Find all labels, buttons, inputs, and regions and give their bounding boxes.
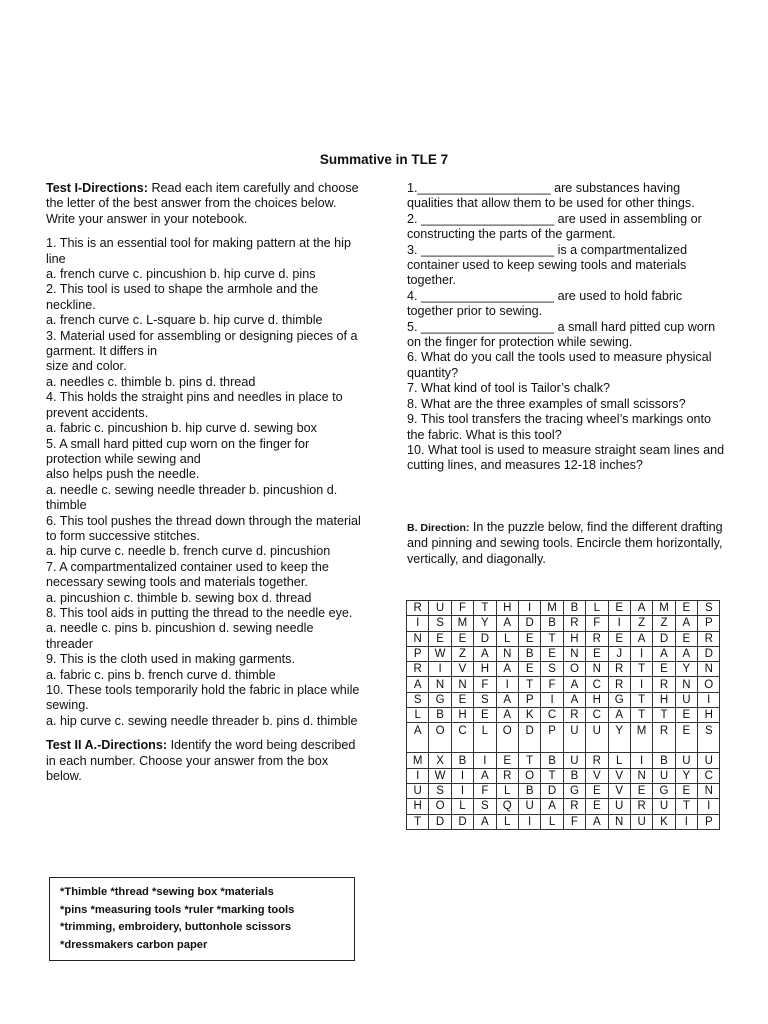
grid-row — [407, 692, 720, 707]
grid-cell: E — [518, 631, 540, 646]
grid-cell: R — [496, 768, 518, 783]
grid-cell: R — [563, 616, 585, 631]
grid-cell: I — [496, 677, 518, 692]
grid-cell: A — [563, 692, 585, 707]
grid-cell: L — [496, 814, 518, 829]
grid-cell: I — [698, 692, 720, 707]
grid-cell: C — [586, 677, 608, 692]
question-line: 3. Material used for assembling or designing pieces of a garment. It differs in — [46, 328, 358, 359]
grid-cell: A — [474, 646, 496, 661]
grid-row — [407, 783, 720, 798]
grid-row — [407, 799, 720, 814]
grid-cell: G — [429, 692, 451, 707]
grid-cell: R — [586, 753, 608, 768]
grid-cell: U — [563, 723, 585, 753]
test2b-directions-text: In the puzzle below, find the different drafting and pinning and sewing tools. Encircle them horizontally, vertically, and diagonally. — [407, 519, 723, 566]
grid-cell: R — [563, 799, 585, 814]
grid-cell: E — [541, 646, 563, 661]
grid-row — [407, 616, 720, 631]
grid-cell: U — [675, 753, 697, 768]
grid-row — [407, 753, 720, 768]
grid-cell: I — [518, 601, 540, 616]
grid-cell: Z — [653, 616, 675, 631]
grid-cell: A — [586, 814, 608, 829]
grid-row — [407, 768, 720, 783]
grid-cell: A — [496, 708, 518, 723]
grid-cell: D — [653, 631, 675, 646]
choice-line: a. french curve c. pincushion b. hip curve d. pins — [46, 267, 316, 282]
grid-cell: B — [451, 753, 473, 768]
grid-cell: P — [518, 692, 540, 707]
grid-cell: A — [474, 814, 496, 829]
grid-cell: A — [541, 799, 563, 814]
question-line: 10. These tools temporarily hold the fabric in place while sewing. — [46, 683, 360, 713]
grid-cell: H — [698, 708, 720, 723]
grid-cell: A — [407, 723, 429, 753]
grid-cell: P — [698, 616, 720, 631]
grid-cell: R — [653, 677, 675, 692]
grid-cell: R — [407, 601, 429, 616]
grid-cell: O — [429, 799, 451, 814]
choice-line: a. hip curve c. sewing needle threader b. pins d. thimble — [46, 713, 358, 728]
grid-cell: E — [675, 723, 697, 753]
grid-cell: T — [407, 814, 429, 829]
answer-choices-box — [49, 877, 355, 961]
grid-cell: R — [608, 662, 630, 677]
grid-cell: H — [586, 692, 608, 707]
grid-cell: A — [407, 677, 429, 692]
identification-item: 2. ___________________ are used in assembling or constructing the parts of the garment. — [407, 211, 702, 242]
grid-cell: T — [541, 768, 563, 783]
grid-cell: L — [496, 631, 518, 646]
identification-item: 5. ___________________ a small hard pitted cup worn on the finger for protection while sewing. — [407, 319, 716, 350]
grid-cell: E — [675, 783, 697, 798]
grid-cell: B — [563, 601, 585, 616]
grid-cell: X — [429, 753, 451, 768]
test2a-items — [407, 181, 725, 474]
grid-row — [407, 723, 720, 753]
grid-cell: N — [698, 662, 720, 677]
grid-cell: I — [698, 799, 720, 814]
grid-cell: R — [630, 799, 652, 814]
grid-cell: G — [608, 692, 630, 707]
grid-cell: B — [653, 753, 675, 768]
grid-cell: E — [608, 601, 630, 616]
grid-cell: U — [518, 799, 540, 814]
grid-row — [407, 708, 720, 723]
grid-cell: E — [675, 601, 697, 616]
identification-item: 1.___________________ are substances having qualities that allow them to be used for other things. — [407, 181, 695, 211]
grid-row — [407, 814, 720, 829]
grid-cell: R — [563, 708, 585, 723]
grid-cell: A — [630, 631, 652, 646]
grid-cell: R — [586, 631, 608, 646]
choice-line: a. needle c. sewing needle threader b. pincushion d. thimble — [46, 482, 338, 513]
grid-cell: D — [541, 783, 563, 798]
grid-cell: N — [608, 814, 630, 829]
grid-cell: L — [474, 723, 496, 753]
grid-row — [407, 601, 720, 616]
box-line: *trimming, embroidery, buttonhole scissors — [60, 921, 292, 933]
grid-cell: U — [653, 799, 675, 814]
right-column — [407, 181, 725, 567]
choice-line: a. hip curve c. needle b. french curve d. pincushion — [46, 544, 331, 559]
grid-cell: I — [630, 753, 652, 768]
grid-cell: D — [429, 814, 451, 829]
grid-cell: H — [563, 631, 585, 646]
grid-cell: E — [586, 783, 608, 798]
grid-cell: U — [698, 753, 720, 768]
identification-item: 3. ___________________ is a compartmentalized container used to keep sewing tools and materials together. — [407, 242, 688, 288]
grid-cell: D — [474, 631, 496, 646]
question-line: size and color. — [46, 359, 127, 374]
grid-cell: I — [451, 783, 473, 798]
identification-item: 10. What tool is used to measure straight seam lines and cutting lines, and measures 12-18 inches? — [407, 442, 725, 473]
question-line: also helps push the needle. — [46, 467, 200, 482]
grid-cell: M — [541, 601, 563, 616]
grid-cell: S — [474, 692, 496, 707]
grid-cell: M — [407, 753, 429, 768]
grid-cell: S — [698, 601, 720, 616]
box-line: *pins *measuring tools *ruler *marking tools — [60, 903, 295, 916]
test2b-directions — [407, 520, 725, 567]
grid-cell: N — [496, 646, 518, 661]
grid-cell: T — [630, 692, 652, 707]
grid-cell: Y — [474, 616, 496, 631]
grid-cell: L — [541, 814, 563, 829]
test1-directions-text: Read each item carefully and choose the letter of the best answer from the choices below. Write your answer in your notebook. — [46, 181, 359, 226]
grid-cell: I — [429, 662, 451, 677]
identification-item: 4. ___________________ are used to hold fabric together prior to sewing. — [407, 288, 683, 319]
grid-cell: C — [451, 723, 473, 753]
grid-cell: C — [698, 768, 720, 783]
grid-cell: U — [653, 768, 675, 783]
grid-cell: A — [608, 708, 630, 723]
test2a-directions — [46, 738, 362, 784]
identification-item: 9. This tool transfers the tracing wheel’s markings onto the fabric. What is this tool? — [407, 412, 712, 442]
grid-cell: W — [429, 646, 451, 661]
grid-cell: B — [518, 783, 540, 798]
grid-cell: E — [653, 662, 675, 677]
grid-cell: H — [474, 662, 496, 677]
choice-line: a. needles c. thimble b. pins d. thread — [46, 374, 256, 389]
grid-cell: K — [518, 708, 540, 723]
test1-heading: Test I-Directions: — [46, 181, 148, 195]
grid-cell: T — [630, 708, 652, 723]
grid-cell: L — [586, 601, 608, 616]
grid-cell: E — [675, 631, 697, 646]
grid-cell: Y — [608, 723, 630, 753]
grid-cell: D — [451, 814, 473, 829]
grid-cell: T — [474, 601, 496, 616]
grid-cell: O — [563, 662, 585, 677]
grid-cell: B — [518, 646, 540, 661]
grid-cell: H — [496, 601, 518, 616]
grid-cell: N — [698, 783, 720, 798]
grid-cell: I — [675, 814, 697, 829]
grid-cell: L — [496, 783, 518, 798]
grid-cell: U — [675, 692, 697, 707]
grid-cell: S — [429, 783, 451, 798]
grid-cell: A — [474, 768, 496, 783]
grid-cell: N — [675, 677, 697, 692]
grid-cell: E — [630, 783, 652, 798]
grid-cell: I — [407, 616, 429, 631]
grid-cell: R — [608, 677, 630, 692]
grid-cell: I — [451, 768, 473, 783]
question-line: 2. This tool is used to shape the armhole and the neckline. — [46, 282, 319, 312]
grid-cell: R — [653, 723, 675, 753]
grid-cell: U — [563, 753, 585, 768]
grid-cell: U — [429, 601, 451, 616]
grid-cell: N — [563, 646, 585, 661]
grid-cell: R — [407, 662, 429, 677]
identification-item: 7. What kind of tool is Tailor’s chalk? — [407, 381, 610, 396]
grid-cell: E — [675, 708, 697, 723]
grid-cell: P — [698, 814, 720, 829]
grid-cell: S — [407, 692, 429, 707]
grid-cell: B — [429, 708, 451, 723]
grid-cell: S — [541, 662, 563, 677]
grid-cell: F — [474, 783, 496, 798]
grid-cell: N — [429, 677, 451, 692]
grid-cell: J — [608, 646, 630, 661]
test2a-directions-text: Identify the word being described in each number. Choose your answer from the box below. — [46, 738, 356, 784]
grid-cell: I — [407, 768, 429, 783]
grid-cell: G — [563, 783, 585, 798]
grid-cell: F — [451, 601, 473, 616]
choice-line: a. needle c. pins b. pincushion d. sewing needle threader — [46, 621, 314, 651]
grid-cell: B — [541, 753, 563, 768]
grid-cell: A — [630, 601, 652, 616]
test2a-heading: Test II A.-Directions: — [46, 738, 168, 753]
grid-cell: F — [586, 616, 608, 631]
left-column — [46, 181, 362, 784]
grid-cell: H — [451, 708, 473, 723]
box-line: *Thimble *thread *sewing box *materials — [60, 886, 274, 898]
grid-cell: A — [675, 646, 697, 661]
grid-cell: Z — [630, 616, 652, 631]
grid-cell: M — [653, 601, 675, 616]
question-line: 7. A compartmentalized container used to keep the necessary sewing tools and materials together. — [46, 559, 329, 590]
page-title: Summative in TLE 7 — [319, 152, 449, 167]
grid-cell: E — [496, 753, 518, 768]
grid-cell: Y — [675, 768, 697, 783]
question-line: 8. This tool aids in putting the thread to the needle eye. — [46, 605, 353, 620]
grid-cell: A — [496, 662, 518, 677]
grid-cell: O — [698, 677, 720, 692]
grid-cell: M — [630, 723, 652, 753]
grid-cell: N — [407, 631, 429, 646]
grid-cell: F — [563, 814, 585, 829]
grid-cell: E — [518, 662, 540, 677]
question-line: 9. This is the cloth used in making garments. — [46, 652, 295, 667]
grid-cell: T — [518, 677, 540, 692]
grid-cell: E — [429, 631, 451, 646]
grid-cell: H — [653, 692, 675, 707]
test2b-heading: B. Direction: — [407, 521, 470, 534]
grid-row — [407, 646, 720, 661]
grid-cell: T — [541, 631, 563, 646]
grid-cell: A — [675, 616, 697, 631]
grid-cell: C — [541, 708, 563, 723]
grid-cell: U — [630, 814, 652, 829]
choice-line: a. pincushion c. thimble b. sewing box d. thread — [46, 590, 312, 605]
grid-cell: S — [474, 799, 496, 814]
grid-cell: P — [541, 723, 563, 753]
grid-cell: I — [630, 677, 652, 692]
grid-cell: E — [608, 631, 630, 646]
grid-cell: G — [653, 783, 675, 798]
grid-cell: T — [630, 662, 652, 677]
grid-cell: D — [518, 723, 540, 753]
test1-questions — [46, 236, 362, 729]
grid-cell: D — [698, 646, 720, 661]
grid-cell: K — [653, 814, 675, 829]
grid-cell: U — [407, 783, 429, 798]
grid-cell: A — [653, 646, 675, 661]
grid-cell: Z — [451, 646, 473, 661]
question-line: 6. This tool pushes the thread down through the material to form successive stitches. — [46, 513, 361, 543]
word-search-grid — [406, 600, 720, 830]
choice-line: a. french curve c. L-square b. hip curve d. thimble — [46, 313, 323, 328]
grid-cell: E — [586, 646, 608, 661]
grid-cell: O — [496, 723, 518, 753]
grid-cell: N — [451, 677, 473, 692]
grid-cell: B — [563, 768, 585, 783]
identification-item: 6. What do you call the tools used to measure physical quantity? — [407, 350, 712, 380]
grid-cell: V — [608, 783, 630, 798]
choice-line: a. fabric c. pins b. french curve d. thimble — [46, 667, 276, 682]
grid-cell: L — [608, 753, 630, 768]
grid-cell: A — [563, 677, 585, 692]
grid-cell: L — [407, 708, 429, 723]
question-line: 4. This holds the straight pins and needles in place to prevent accidents. — [46, 390, 343, 420]
grid-cell: E — [586, 799, 608, 814]
grid-cell: E — [451, 692, 473, 707]
grid-cell: N — [586, 662, 608, 677]
grid-cell: I — [541, 692, 563, 707]
grid-cell: A — [496, 692, 518, 707]
grid-cell: S — [698, 723, 720, 753]
grid-cell: O — [518, 768, 540, 783]
box-line: *dressmakers carbon paper — [60, 938, 208, 951]
grid-cell: C — [586, 708, 608, 723]
grid-cell: H — [407, 799, 429, 814]
grid-cell: T — [518, 753, 540, 768]
grid-cell: I — [608, 616, 630, 631]
question-line: 5. A small hard pitted cup worn on the finger for protection while sewing and — [46, 436, 310, 466]
grid-row — [407, 662, 720, 677]
grid-cell: B — [541, 616, 563, 631]
test1-directions — [46, 181, 362, 227]
grid-cell: V — [608, 768, 630, 783]
grid-cell: A — [496, 616, 518, 631]
grid-cell: F — [474, 677, 496, 692]
grid-cell: N — [630, 768, 652, 783]
grid-cell: P — [407, 646, 429, 661]
grid-cell: V — [586, 768, 608, 783]
grid-cell: W — [429, 768, 451, 783]
grid-cell: M — [451, 616, 473, 631]
grid-cell: O — [429, 723, 451, 753]
grid-cell: D — [518, 616, 540, 631]
grid-cell: T — [653, 708, 675, 723]
grid-cell: E — [451, 631, 473, 646]
grid-cell: I — [630, 646, 652, 661]
choice-line: a. fabric c. pincushion b. hip curve d. sewing box — [46, 421, 317, 436]
grid-cell: R — [698, 631, 720, 646]
grid-cell: E — [474, 708, 496, 723]
grid-row — [407, 677, 720, 692]
grid-cell: F — [541, 677, 563, 692]
grid-cell: Q — [496, 799, 518, 814]
grid-cell: U — [586, 723, 608, 753]
grid-cell: Y — [675, 662, 697, 677]
grid-cell: I — [518, 814, 540, 829]
grid-cell: L — [451, 799, 473, 814]
grid-row — [407, 631, 720, 646]
identification-item: 8. What are the three examples of small scissors? — [407, 396, 686, 411]
grid-cell: T — [675, 799, 697, 814]
grid-cell: I — [474, 753, 496, 768]
grid-cell: U — [608, 799, 630, 814]
grid-cell: V — [451, 662, 473, 677]
question-line: 1. This is an essential tool for making pattern at the hip line — [46, 236, 351, 266]
grid-cell: S — [429, 616, 451, 631]
